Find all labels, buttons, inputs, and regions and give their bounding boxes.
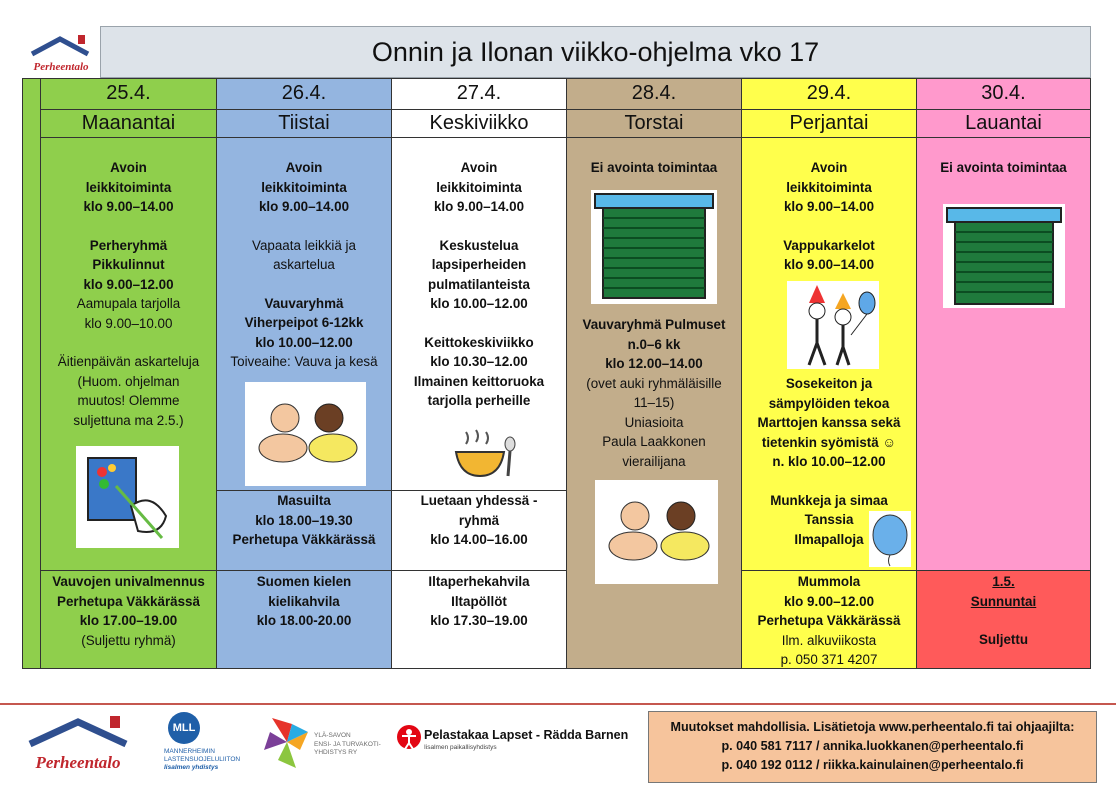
day-label: Perjantai xyxy=(742,109,916,138)
schedule-outline xyxy=(22,78,1091,669)
sunday-closed: 1.5. Sunnuntai Suljettu xyxy=(970,574,1037,647)
mll-logo: MLL MANNERHEIMIN LASTENSUOJELULIITON Iisalmen yhdistys xyxy=(164,712,250,776)
pelastakaa-lapset-logo: Pelastakaa Lapset - Rädda Barnen Iisalmen paikallisyhdistys xyxy=(396,722,641,766)
date-label: 25.4. xyxy=(41,78,216,110)
date-label: 30.4. xyxy=(917,78,1090,110)
thursday-babies-group: Vauvaryhmä Pulmuset n.0–6 kk klo 12.00–14.00 (ovet auki ryhmäläisille 11–15) Uniasioita Paula Laakkonen vierailijana xyxy=(582,317,726,469)
day-label: Torstai xyxy=(567,109,741,138)
house-logo-icon xyxy=(22,26,100,78)
house-logo-icon xyxy=(24,712,136,776)
tuesday-afternoon: Masuilta klo 18.00–19.30 Perhetupa Väkkärässä xyxy=(232,493,376,547)
tuesday-evening: Suomen kielen kielikahvila klo 18.00-20.00 xyxy=(256,574,352,628)
thursday-note: Ei avointa toimintaa xyxy=(590,160,718,175)
date-label: 28.4. xyxy=(567,78,741,110)
child-figure-icon xyxy=(396,724,422,754)
wednesday-afternoon: Luetaan yhdessä - ryhmä klo 14.00–16.00 xyxy=(420,493,538,547)
date-label: 27.4. xyxy=(392,78,566,110)
monday-morning: Avoin leikkitoiminta klo 9.00–14.00 Perheryhmä Pikkulinnut klo 9.00–12.00 Aamupala tarjolla klo 9.00–10.00 Äitienpäivän askarteluja (Huom. ohjelman muutos! Olemme suljettuna ma 2.5.) xyxy=(57,160,200,428)
saturday-note: Ei avointa toimintaa xyxy=(940,160,1067,175)
footer-perheentalo-logo xyxy=(24,712,136,776)
day-label: Tiistai xyxy=(217,109,391,138)
contact-info-box: Muutokset mahdollisia. Lisätietoja www.perheentalo.fi tai ohjaajilta: p. 040 581 7117 / annika.luokkanen@perheentalo.fi p. 040 192 0112 / riikka.kainulainen@perheentalo.fi xyxy=(648,711,1097,783)
tuesday-morning: Avoin leikkitoiminta klo 9.00–14.00 Vapaata leikkiä ja askartelua Vauvaryhmä Viherpeipot 6-12kk klo 10.00–12.00 Toiveaihe: Vauva ja kesä xyxy=(230,160,378,369)
ensi-turvakoti-logo: YLÄ-SAVON ENSI- JA TURVAKOTI- YHDISTYS RY xyxy=(262,712,392,776)
day-label: Lauantai xyxy=(917,109,1090,138)
day-label: Maanantai xyxy=(41,109,216,138)
logo-text: Perheentalo xyxy=(33,61,89,73)
friday-morning: Avoin leikkitoiminta klo 9.00–14.00 Vappukarkelot klo 9.00–14.00 xyxy=(783,160,875,272)
page-title: Onnin ja Ilonan viikko-ohjelma vko 17 xyxy=(100,26,1091,78)
pinwheel-icon xyxy=(262,714,312,774)
monday-evening: Vauvojen univalmennus Perhetupa Väkkärässä klo 17.00–19.00 (Suljettu ryhmä) xyxy=(52,574,205,648)
day-label: Keskiviikko xyxy=(392,109,566,138)
perheentalo-logo xyxy=(22,26,100,78)
wednesday-evening: Iltaperhekahvila Iltapöllöt klo 17.30–19.00 xyxy=(428,574,530,628)
logo-text: Perheentalo xyxy=(35,753,121,772)
date-label: 26.4. xyxy=(217,78,391,110)
footer-divider xyxy=(0,703,1116,705)
mll-badge: MLL xyxy=(168,712,200,744)
date-label: 29.4. xyxy=(742,78,916,110)
friday-soup-baking: Sosekeiton ja sämpylöiden tekoa Marttojen kanssa sekä tietenkin syömistä ☺ n. klo 10.00–12.00 Munkkeja ja simaa Tanssia Ilmapalloja xyxy=(757,376,901,547)
friday-evening: Mummola klo 9.00–12.00 Perhetupa Väkkärässä Ilm. alkuviikosta p. 050 371 4207 xyxy=(757,574,901,667)
wednesday-morning: Avoin leikkitoiminta klo 9.00–14.00 Keskustelua lapsiperheiden pulmatilanteista klo 10.00–12.00 Keittokeskiviikko klo 10.30–12.00 Ilmainen keittoruoka tarjolla perheille xyxy=(413,160,545,408)
